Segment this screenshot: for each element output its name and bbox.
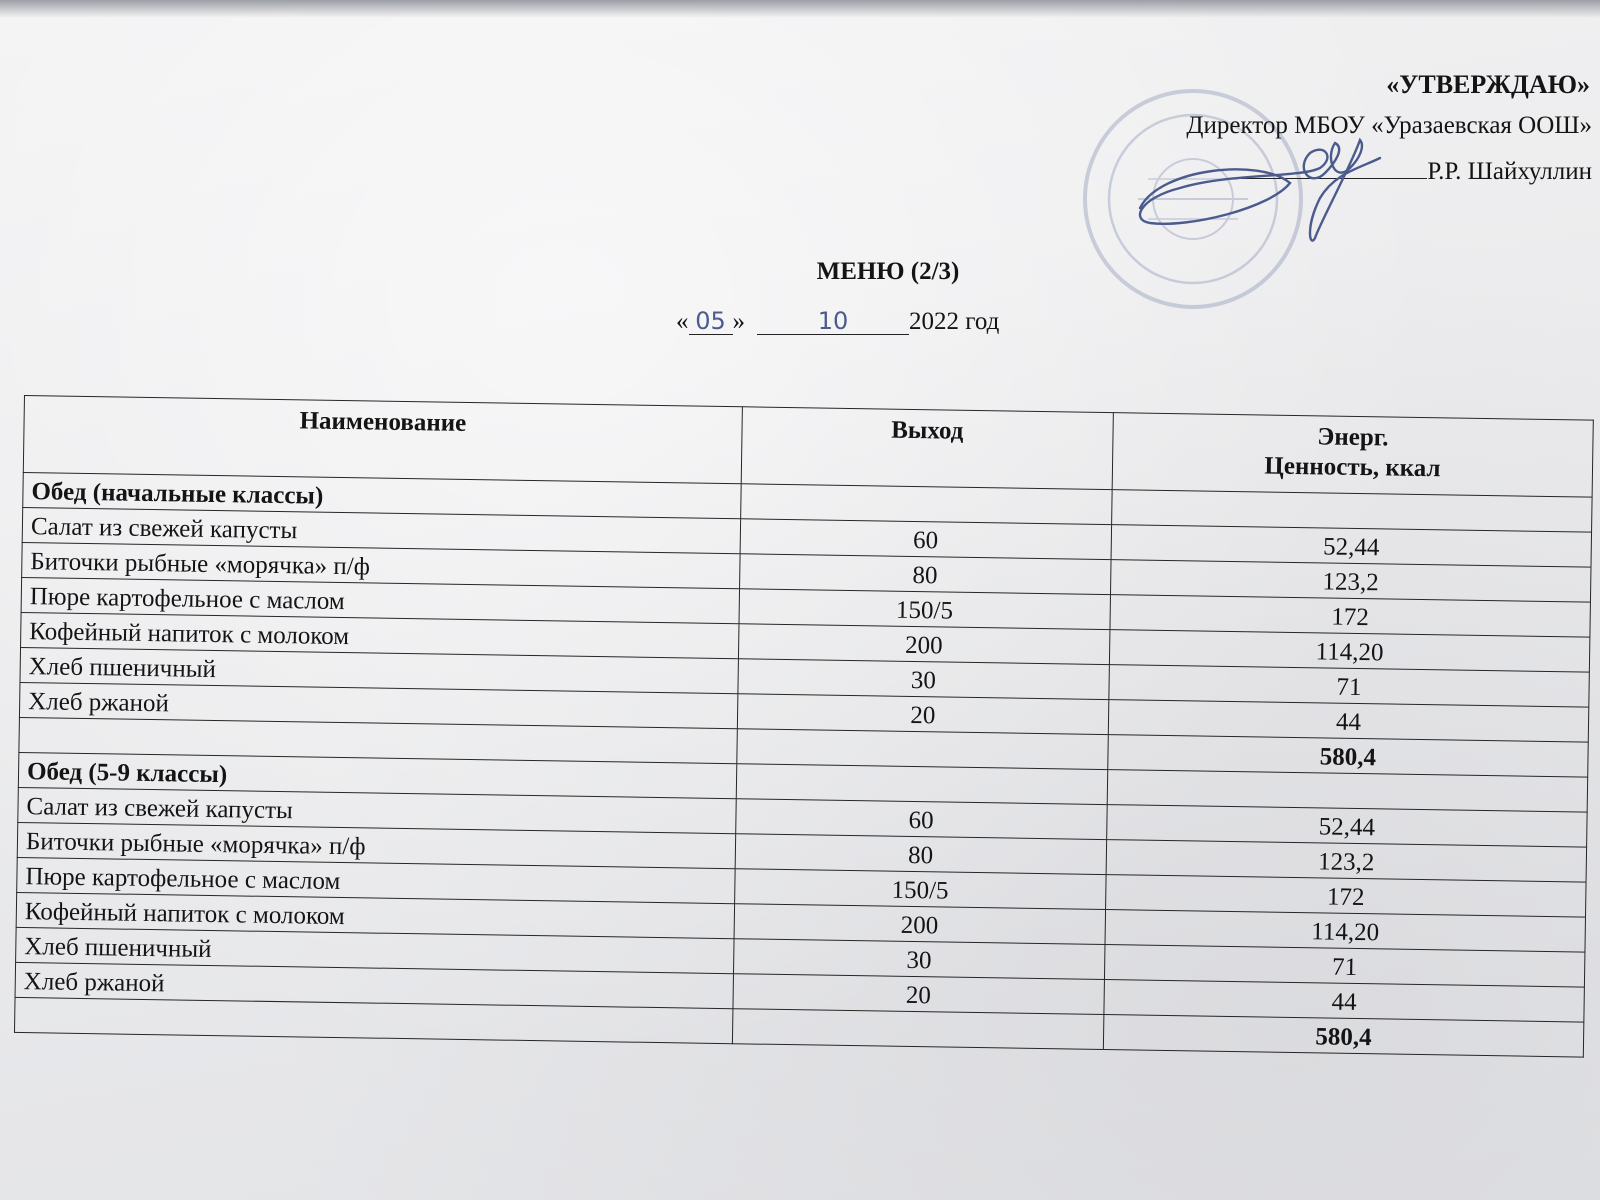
- dish-energy: 44: [1108, 700, 1589, 743]
- page-title: МЕНЮ (2/3): [816, 258, 960, 285]
- header-energy-line2: Ценность, ккал: [1264, 452, 1441, 483]
- dish-yield: 20: [737, 694, 1109, 735]
- section-title: Обед (5-9 классы): [18, 752, 736, 798]
- date-year: 2022 год: [909, 308, 1000, 335]
- dish-energy: 114,20: [1109, 630, 1590, 673]
- section-total: 580,4: [1108, 735, 1589, 778]
- header-name: Наименование: [23, 396, 742, 484]
- dish-yield: 30: [733, 939, 1105, 980]
- top-shadow: [0, 0, 1600, 18]
- director-line: Директор МБОУ «Уразаевская ООШ»: [1186, 112, 1592, 139]
- date-open-quote: «: [676, 308, 689, 335]
- date-month-field: 10: [757, 308, 909, 335]
- dish-yield: 80: [735, 834, 1107, 875]
- dish-name: Пюре картофельное с маслом: [21, 577, 739, 623]
- dish-name: Хлеб пшеничный: [16, 927, 734, 973]
- header-yield: Выход: [741, 407, 1114, 490]
- menu-table: [14, 395, 1594, 1058]
- dish-name: Салат из свежей капусты: [22, 507, 740, 553]
- dish-name: Биточки рыбные «морячка» п/ф: [17, 822, 735, 868]
- dish-energy: 172: [1105, 875, 1586, 918]
- dish-energy: 114,20: [1105, 910, 1586, 953]
- approval-heading: «УТВЕРЖДАЮ»: [1386, 70, 1590, 99]
- dish-name: Салат из свежей капусты: [18, 787, 736, 833]
- dish-energy: 44: [1104, 980, 1585, 1023]
- date-line: [676, 308, 999, 336]
- dish-yield: 150/5: [734, 869, 1106, 910]
- date-close-quote: »: [732, 308, 745, 335]
- dish-yield: 200: [734, 904, 1106, 945]
- dish-energy: 52,44: [1111, 525, 1592, 568]
- dish-yield: 60: [740, 519, 1112, 560]
- empty-cell: [736, 764, 1108, 805]
- empty-cell: [740, 484, 1112, 525]
- empty-cell: [736, 729, 1108, 770]
- dish-yield: 80: [739, 554, 1111, 595]
- dish-name: Кофейный напиток с молоком: [16, 892, 734, 938]
- dish-energy: 123,2: [1110, 560, 1591, 603]
- dish-yield: 60: [735, 799, 1107, 840]
- date-day-field: 05: [689, 308, 733, 335]
- header-energy-line1: Энерг.: [1317, 423, 1389, 452]
- dish-name: Хлеб ржаной: [19, 682, 737, 728]
- signer-name: Р.Р. Шайхуллин: [1427, 158, 1592, 185]
- empty-cell: [732, 1009, 1104, 1050]
- dish-name: Хлеб ржаной: [15, 962, 733, 1008]
- dish-name: Кофейный напиток с молоком: [21, 612, 739, 658]
- dish-energy: 71: [1104, 945, 1585, 988]
- dish-energy: 172: [1110, 595, 1591, 638]
- dish-name: Хлеб пшеничный: [20, 647, 738, 693]
- dish-name: Пюре картофельное с маслом: [17, 857, 735, 903]
- header-energy: [1112, 413, 1593, 498]
- section-total: 580,4: [1103, 1015, 1584, 1058]
- dish-yield: 200: [738, 624, 1110, 665]
- section-title: Обед (начальные классы): [23, 472, 741, 518]
- dish-name: Биточки рыбные «морячка» п/ф: [22, 542, 740, 588]
- dish-yield: 150/5: [739, 589, 1111, 630]
- dish-yield: 20: [733, 974, 1105, 1015]
- dish-energy: 71: [1109, 665, 1590, 708]
- handwritten-signature-icon: [1120, 128, 1420, 248]
- dish-yield: 30: [737, 659, 1109, 700]
- dish-energy: 52,44: [1107, 805, 1588, 848]
- dish-energy: 123,2: [1106, 840, 1587, 883]
